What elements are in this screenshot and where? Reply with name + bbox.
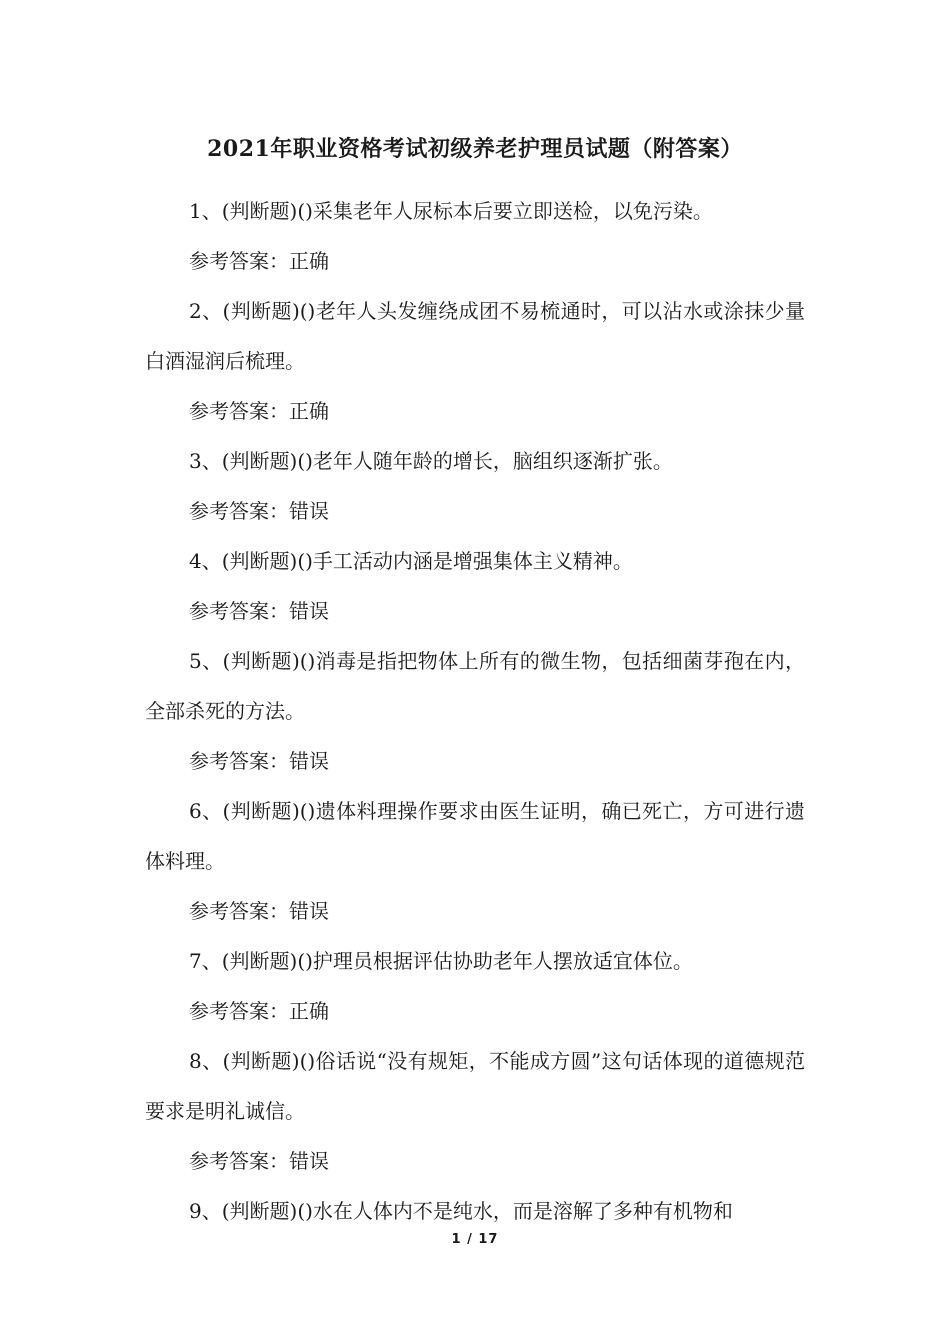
document-body (145, 186, 805, 1236)
page-number: 1 / 17 (451, 1232, 499, 1247)
answer-5: 参考答案：错误 (189, 749, 329, 773)
answer-3: 参考答案：错误 (189, 499, 329, 523)
answer-7: 参考答案：正确 (189, 999, 329, 1023)
question-8: 8、(判断题)()俗话说“没有规矩，不能成方圆”这句话体现的道德规范要求是明礼诚信。 (145, 1049, 805, 1123)
answer-2: 参考答案：正确 (189, 399, 329, 423)
document-title: 2021年职业资格考试初级养老护理员试题（附答案） (207, 136, 743, 162)
question-1: 1、(判断题)()采集老年人尿标本后要立即送检，以免污染。 (189, 199, 713, 223)
question-2: 2、(判断题)()老年人头发缠绕成团不易梳通时，可以沾水或涂抹少量白酒湿润后梳理。 (145, 299, 805, 373)
question-7: 7、(判断题)()护理员根据评估协助老年人摆放适宜体位。 (189, 949, 693, 973)
question-9: 9、(判断题)()水在人体内不是纯水，而是溶解了多种有机物和 (189, 1199, 733, 1223)
answer-8: 参考答案：错误 (189, 1149, 329, 1173)
question-5: 5、(判断题)()消毒是指把物体上所有的微生物，包括细菌芽孢在内，全部杀死的方法。 (145, 649, 805, 723)
question-3: 3、(判断题)()老年人随年龄的增长，脑组织逐渐扩张。 (189, 449, 673, 473)
answer-6: 参考答案：错误 (189, 899, 329, 923)
question-6: 6、(判断题)()遗体料理操作要求由医生证明，确已死亡，方可进行遗体料理。 (145, 799, 805, 873)
question-4: 4、(判断题)()手工活动内涵是增强集体主义精神。 (189, 549, 633, 573)
answer-1: 参考答案：正确 (189, 249, 329, 273)
answer-4: 参考答案：错误 (189, 599, 329, 623)
